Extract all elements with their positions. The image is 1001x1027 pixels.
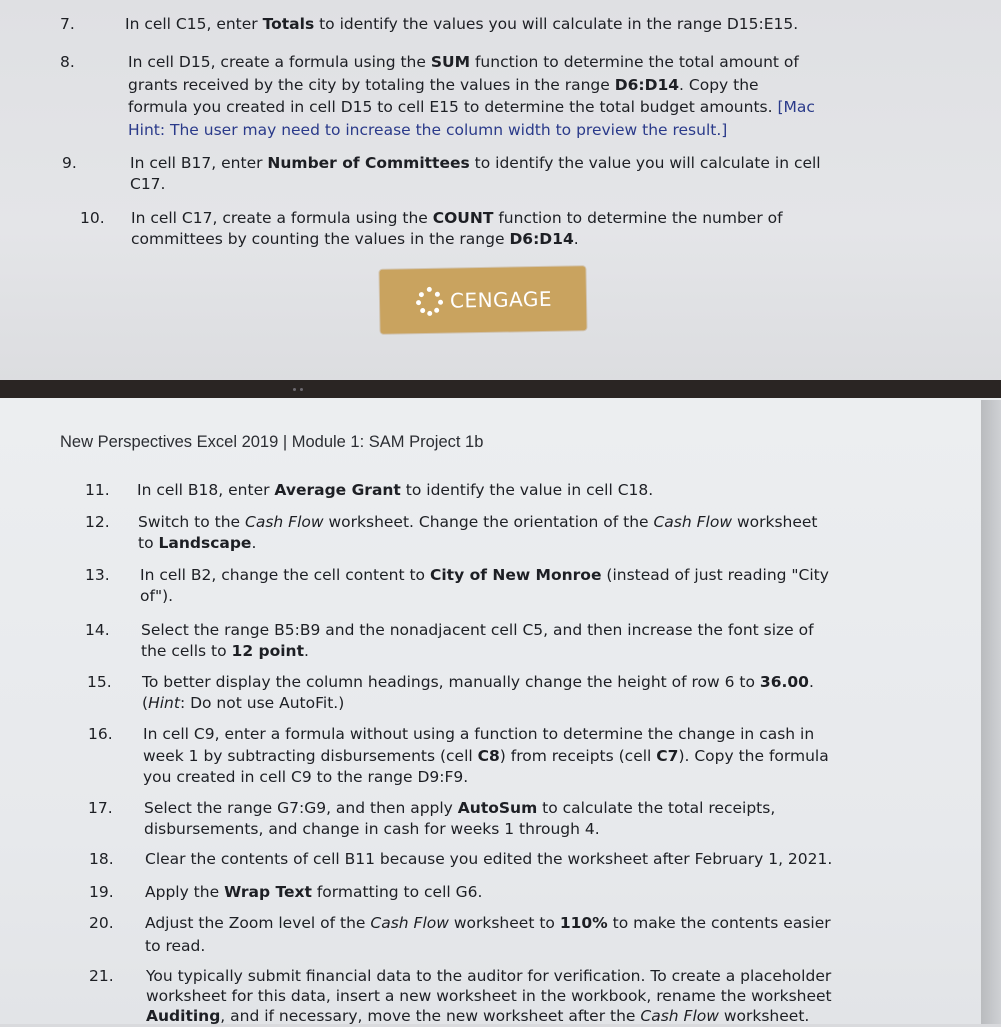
- text-segment: In cell B18, enter: [137, 481, 275, 499]
- text-segment: Wrap Text: [224, 883, 312, 901]
- step-number: 16.: [88, 725, 113, 743]
- text-segment: D6:D14: [509, 230, 574, 248]
- step-text-line: [145, 936, 205, 957]
- step-text-line: [146, 966, 831, 987]
- text-segment: .: [251, 534, 257, 552]
- text-segment: Landscape: [158, 534, 252, 552]
- step-text-line: [143, 767, 468, 788]
- step-text-line: [140, 565, 829, 586]
- cengage-logo-text: CENGAGE: [449, 286, 553, 313]
- step-text-line: [140, 586, 173, 607]
- step-number: 11.: [85, 481, 110, 499]
- step-number: 17.: [88, 799, 113, 817]
- text-segment: of").: [140, 587, 174, 605]
- text-segment: To better display the column headings, manually change the height of row 6 to: [142, 673, 760, 691]
- step-text-line: [131, 208, 783, 229]
- text-segment: to read.: [145, 937, 206, 955]
- text-segment: , and if necessary, move the new worksheet after the: [220, 1007, 641, 1025]
- step-text-line: [144, 819, 600, 840]
- text-segment: C7: [656, 746, 679, 765]
- step-number: 21.: [89, 967, 114, 985]
- step-text-line: [145, 849, 832, 870]
- text-segment: City of New Monroe: [429, 566, 602, 584]
- text-segment: to make the contents easier: [607, 914, 831, 932]
- text-segment: AutoSum: [457, 799, 538, 817]
- text-segment: Select the range B5:B9 and the nonadjacent cell C5, and then increase the font size of: [141, 621, 814, 639]
- text-segment: grants received by the city by totaling the values in the range: [128, 75, 615, 94]
- text-segment: In cell D15, create a formula using the: [128, 53, 431, 71]
- step-text-line: [142, 693, 344, 714]
- text-segment: worksheet. Change the orientation of the: [323, 513, 654, 531]
- step-number: 12.: [85, 513, 110, 531]
- module-title: New Perspectives Excel 2019 | Module 1: SAM Project 1b: [60, 433, 484, 451]
- text-segment: Cash Flow: [640, 1007, 719, 1025]
- text-segment: . Copy the: [679, 75, 759, 94]
- text-segment: worksheet to: [448, 914, 560, 932]
- step-text-line: [144, 798, 775, 819]
- text-segment: .: [304, 642, 309, 660]
- step-number: 7.: [60, 15, 75, 33]
- text-segment: Switch to the: [138, 513, 246, 531]
- text-segment: .: [808, 673, 814, 691]
- step-text-line: [142, 672, 814, 693]
- step-number: 18.: [89, 850, 114, 868]
- text-segment: .: [573, 230, 579, 248]
- text-segment: In cell C15, enter: [125, 15, 263, 33]
- text-segment: Auditing: [146, 1007, 221, 1025]
- text-segment: COUNT: [432, 209, 494, 227]
- text-segment: You typically submit financial data to the auditor for verification. To create a placeholder: [146, 967, 832, 985]
- text-segment: In cell C17, create a formula using the: [131, 209, 433, 227]
- text-segment: In cell B17, enter: [130, 154, 268, 172]
- step-text-line: [128, 120, 727, 141]
- text-segment: formatting to cell G6.: [311, 883, 483, 901]
- text-segment: worksheet: [732, 513, 818, 531]
- text-segment: Adjust the Zoom level of the: [145, 914, 371, 932]
- text-segment: to identify the value you will calculate in cell: [469, 154, 821, 172]
- text-segment: worksheet for this data, insert a new worksheet in the workbook, rename the worksheet: [146, 987, 832, 1005]
- text-segment: function to determine the number of: [493, 209, 783, 227]
- text-segment: [Mac: [777, 98, 815, 116]
- step-number: 8.: [60, 53, 75, 71]
- text-segment: the cells to: [141, 642, 232, 660]
- step-text-line: [138, 512, 818, 533]
- cengage-logo: [379, 266, 586, 334]
- screen-divider: [0, 380, 1001, 400]
- step-text-line: [128, 75, 759, 96]
- bezel-indicator: [293, 388, 307, 392]
- text-segment: In cell B2, change the cell content to: [140, 566, 430, 584]
- text-segment: (instead of just reading "City: [601, 566, 829, 584]
- text-segment: Totals: [262, 15, 315, 33]
- text-segment: ). Copy the formula: [678, 746, 829, 765]
- text-segment: Average Grant: [274, 481, 401, 499]
- step-number: 13.: [85, 566, 110, 584]
- step-text-line: [141, 620, 814, 641]
- text-segment: to identify the values you will calculate in the range D15:E15.: [314, 15, 799, 33]
- text-segment: In cell C9, enter a formula without using a function to determine the change in cash in: [143, 725, 815, 743]
- text-segment: Hint: [148, 694, 180, 712]
- step-text-line: [130, 153, 821, 174]
- step-text-line: [130, 174, 165, 195]
- text-segment: formula you created in cell D15 to cell E15 to determine the total budget amounts.: [128, 98, 778, 116]
- text-segment: week 1 by subtracting disbursements (cell: [143, 746, 478, 765]
- step-text-line: [125, 14, 798, 35]
- text-segment: to calculate the total receipts,: [537, 799, 776, 817]
- text-segment: 12 point: [231, 642, 304, 660]
- text-segment: SUM: [430, 53, 471, 71]
- text-segment: function to determine the total amount of: [470, 53, 799, 71]
- step-number: 10.: [80, 209, 105, 227]
- text-segment: disbursements, and change in cash for weeks 1 through 4.: [144, 820, 600, 838]
- text-segment: Cash Flow: [653, 513, 733, 531]
- step-text-line: [143, 724, 814, 745]
- text-segment: Clear the contents of cell B11 because you edited the worksheet after February 1, 2021.: [145, 850, 833, 868]
- page-edge: [981, 400, 1001, 1024]
- text-segment: D6:D14: [614, 75, 680, 94]
- text-segment: C17.: [130, 175, 166, 193]
- text-segment: Cash Flow: [245, 513, 324, 531]
- step-text-line: [131, 229, 579, 250]
- text-segment: to: [138, 534, 159, 552]
- text-segment: 36.00: [759, 673, 809, 691]
- step-text-line: [137, 480, 653, 501]
- step-text-line: [138, 533, 256, 554]
- step-text-line: [141, 641, 309, 662]
- step-number: 14.: [85, 621, 110, 639]
- step-text-line: [128, 97, 815, 118]
- cengage-mark-icon: [416, 287, 444, 315]
- text-segment: Hint: The user may need to increase the column width to preview the result.]: [128, 120, 728, 139]
- step-text-line: [145, 913, 831, 934]
- step-text-line: [145, 882, 482, 903]
- step-number: 20.: [89, 914, 114, 932]
- text-segment: Number of Committees: [267, 154, 470, 172]
- text-segment: Apply the: [145, 883, 225, 901]
- text-segment: C8: [477, 746, 500, 765]
- text-segment: ) from receipts (cell: [499, 746, 657, 765]
- text-segment: (: [142, 694, 149, 712]
- step-text-line: [143, 746, 829, 767]
- text-segment: Select the range G7:G9, and then apply: [144, 799, 458, 817]
- step-text-line: [146, 986, 832, 1007]
- text-segment: Cash Flow: [370, 914, 449, 932]
- text-segment: you created in cell C9 to the range D9:F9.: [143, 768, 469, 786]
- step-number: 19.: [89, 883, 114, 901]
- text-segment: committees by counting the values in the range: [131, 230, 510, 248]
- text-segment: worksheet.: [718, 1007, 810, 1025]
- step-text-line: [128, 52, 799, 73]
- text-segment: : Do not use AutoFit.): [179, 694, 345, 712]
- text-segment: 110%: [559, 914, 608, 932]
- step-number: 15.: [87, 673, 112, 691]
- text-segment: to identify the value in cell C18.: [400, 481, 654, 499]
- step-number: 9.: [62, 154, 77, 172]
